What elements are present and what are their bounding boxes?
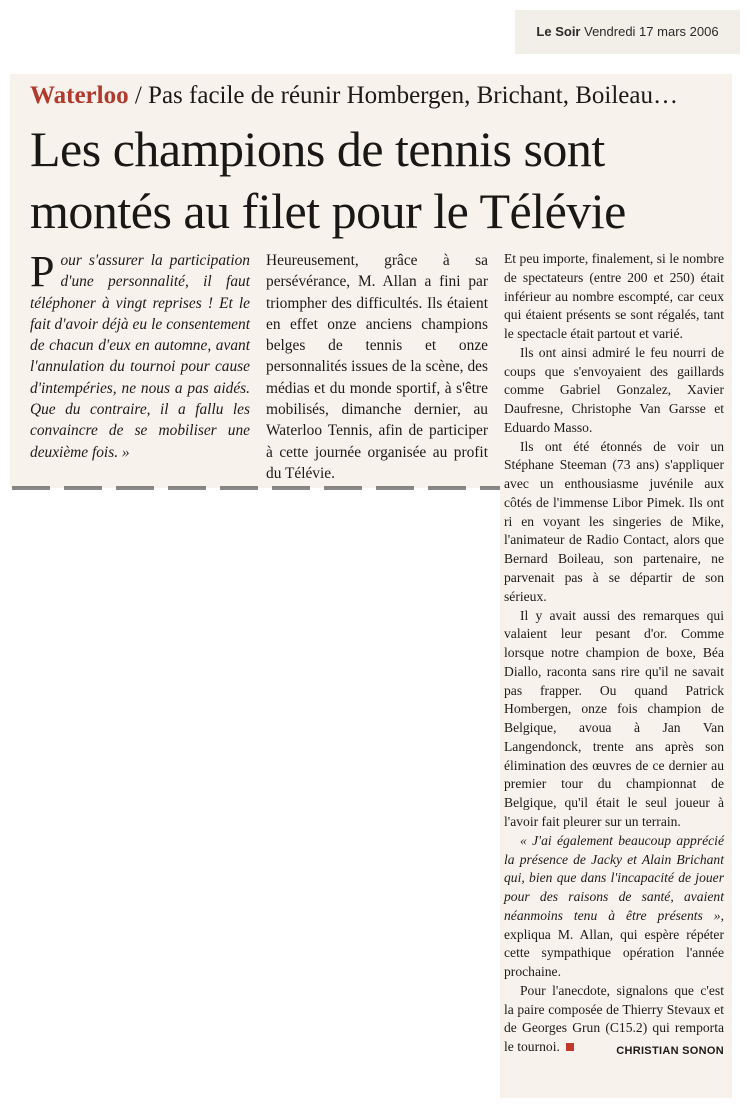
paragraph-2-continued: Et peu importe, finalement, si le nombre de spectateurs (entre 200 et 250) était inférieur au nombre escompté, car ceux qui étaient présents se sont régalés, tant le spectacle était partout et varié. [504,251,724,342]
torn-edge [12,486,500,490]
paragraph-5: Il y avait aussi des remarques qui valaient leur pesant d'or. Comme lorsque notre champion de boxe, Béa Diallo, raconta sans rire qu'il ne savait pas frapper. Ou quand Patrick Hombergen, onze fois champion de Belgique, avoua à Jan Van Langendonck, trente ans après son élimination des œuvres de ce dernier au premier tour du championnat de Belgique, qu'il était le seul joueur à l'avoir fait pleurer sur un terrain. [504,607,724,829]
dropcap: P [30,247,55,296]
article-column-2 [266,250,488,484]
quote-attribution: , expliqua M. Allan, qui espère répéter cette sympathique opération l'année prochaine. [504,907,724,980]
newspaper-name: Le Soir [536,24,581,39]
headline: Les champions de tennis sont montés au filet pour le Télévie [30,121,626,239]
end-mark-icon [566,1043,574,1051]
quote-text: « J'ai également beaucoup apprécié la présence de Jacky et Alain Brichant qui, bien que dans l'incapacité de jouer pour des raisons de santé, avaient néanmoins tenu à être présents » [504,832,724,923]
kicker-text: Pas facile de réunir Hombergen, Brichant, Boileau… [148,82,678,109]
author-signature: CHRISTIAN SONON [616,1045,724,1058]
intro-text: our s'assurer la participation d'une personnalité, il faut téléphoner à vingt reprises ! Et le fait d'avoir déjà eu le consentement de chacun d'eux en automne, avant l'annulation du tournoi pour cause d'intempéries, ne nous a pas aidés. Que du contraire, il a fallu les convaincre de se mobiliser une deuxième fois. » [30,252,250,461]
paragraph-6-text: Pour l'anecdote, signalons que c'est la paire composée de Thierry Stevaux et de Georges Grun (C15.2) qui remporta le tournoi. [504,982,724,1055]
masthead [515,10,740,54]
intro-paragraph [30,247,250,463]
kicker-separator: / [128,82,149,109]
paragraph-6 [504,982,724,1057]
paragraph-4: Ils ont été étonnés de voir un Stéphane Steeman (73 ans) s'appliquer avec un enthousiasme juvénile aux côtés de l'immense Libor Pimek. Ils ont ri en voyant les singeries de Mike, l'animateur de Radio Contact, alors que Bernard Boileau, son partenaire, ne parvenait pas à se départir de son sérieux. [504,438,724,604]
article-column-1 [30,247,250,463]
paragraph-1-continued: Heureusement, grâce à sa persévérance, M. Allan a fini par triompher des difficultés. Ils étaient en effet onze anciens champions belges de tennis et onze personnalités issues de la scène, des médias et du monde sportif, à s'être mobilisés, dimanche dernier, au Waterloo Tennis, afin de participer à cette journée organisée au profit du Télévie. [266,252,488,482]
publication-date: Vendredi 17 mars 2006 [584,24,719,39]
article-column-3 [504,250,724,1061]
kicker [30,82,730,110]
kicker-place: Waterloo [30,82,129,109]
quote-paragraph [504,832,724,982]
paragraph-3: Ils ont ainsi admiré le feu nourri de coups que s'envoyaient des gaillards comme Gabriel Gonzalez, Xavier Daufresne, Christophe Van Garsse et Eduardo Masso. [504,344,724,435]
